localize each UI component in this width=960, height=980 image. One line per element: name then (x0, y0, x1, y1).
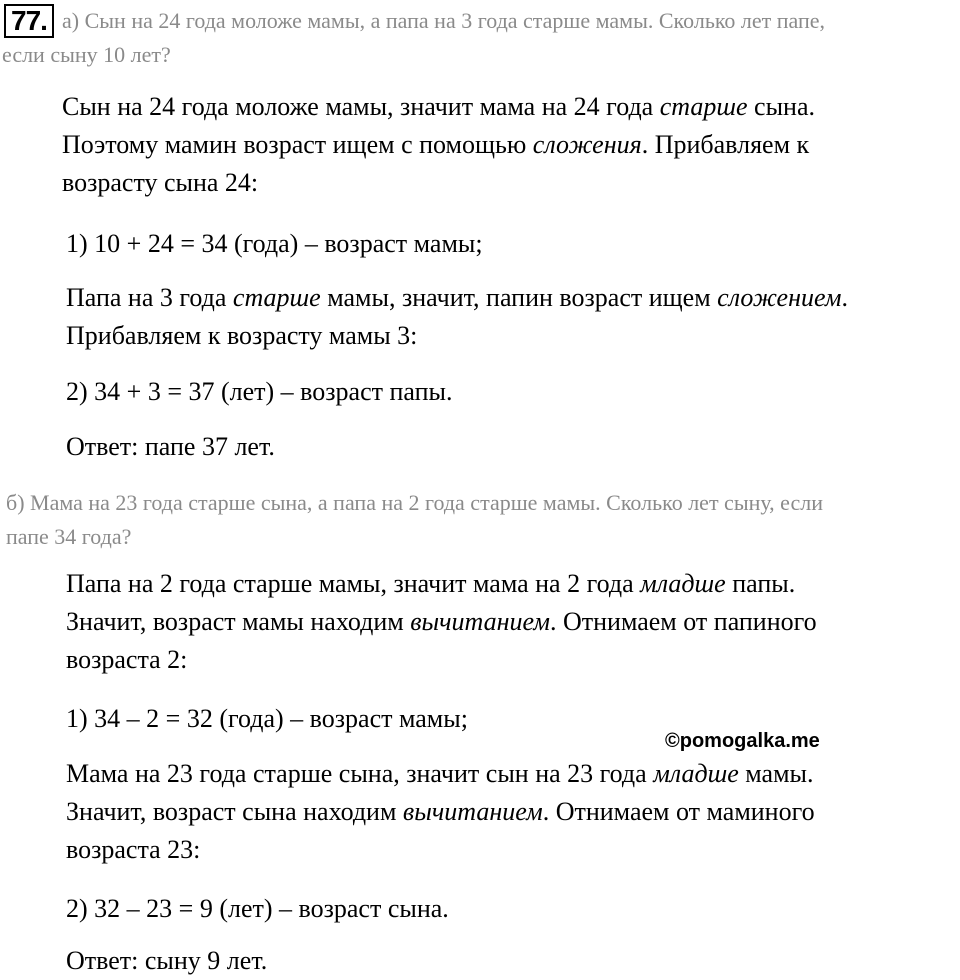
text: папы. (725, 569, 796, 598)
part-a-prompt-line2: если сыну 10 лет? (2, 42, 171, 67)
part-a-step-1: 1) 10 + 24 = 34 (года) – возраст мамы; (66, 229, 483, 258)
emphasis: сложения (532, 130, 642, 159)
emphasis: младше (640, 569, 726, 598)
text: . Отнимаем от маминого (542, 797, 815, 826)
part-b-prompt-line1: б) Мама на 23 года старше сына, а папа на 2 года старше мамы. Сколько лет сыну, если (6, 490, 824, 515)
text: Поэтому мамин возраст ищем с помощью (62, 130, 533, 159)
text: возраста 23: (66, 835, 201, 864)
emphasis: младше (653, 759, 739, 788)
emphasis: старше (232, 283, 321, 312)
part-b-prompt (6, 486, 956, 554)
text: Сын на 24 года моложе мамы, значит мама на 24 года (62, 92, 660, 121)
emphasis: вычитанием (402, 797, 543, 826)
emphasis: сложением (717, 283, 842, 312)
part-b-step-1: 1) 34 – 2 = 32 (года) – возраст мамы; (66, 704, 468, 733)
text: сына. (747, 92, 815, 121)
text: . Отнимаем от папиного (549, 607, 817, 636)
part-b-explanation-1 (66, 565, 817, 679)
text: . (841, 283, 848, 312)
task-number-badge: 77. (4, 4, 54, 38)
part-b-answer: Ответ: сыну 9 лет. (66, 946, 268, 975)
text: Прибавляем к возрасту мамы 3: (66, 321, 418, 350)
part-b-step-2: 2) 32 – 23 = 9 (лет) – возраст сына. (66, 894, 449, 923)
part-a-answer: Ответ: папе 37 лет. (66, 432, 275, 461)
part-a-explanation-2 (66, 279, 848, 355)
text: Значит, возраст сына находим (66, 797, 403, 826)
part-b-prompt-line2: папе 34 года? (6, 524, 132, 549)
text: мамы. (738, 759, 814, 788)
text: Папа на 3 года (66, 283, 233, 312)
part-a-step-2: 2) 34 + 3 = 37 (лет) – возраст папы. (66, 377, 453, 406)
text: Значит, возраст мамы находим (66, 607, 411, 636)
text: возраста 2: (66, 645, 188, 674)
text: возрасту сына 24: (62, 168, 259, 197)
text: Папа на 2 года старше мамы, значит мама на 2 года (66, 569, 641, 598)
text: . Прибавляем к (641, 130, 810, 159)
text: мамы, значит, папин возраст ищем (320, 283, 718, 312)
part-b-explanation-2 (66, 755, 815, 869)
part-a-explanation-1 (62, 88, 815, 202)
emphasis: старше (659, 92, 748, 121)
emphasis: вычитанием (410, 607, 550, 636)
watermark: ©pomogalka.me (665, 730, 820, 752)
text: Мама на 23 года старше сына, значит сын на 23 года (66, 759, 654, 788)
part-a-prompt-line1: а) Сын на 24 года моложе мамы, а папа на 3 года старше мамы. Сколько лет папе, (62, 8, 826, 33)
